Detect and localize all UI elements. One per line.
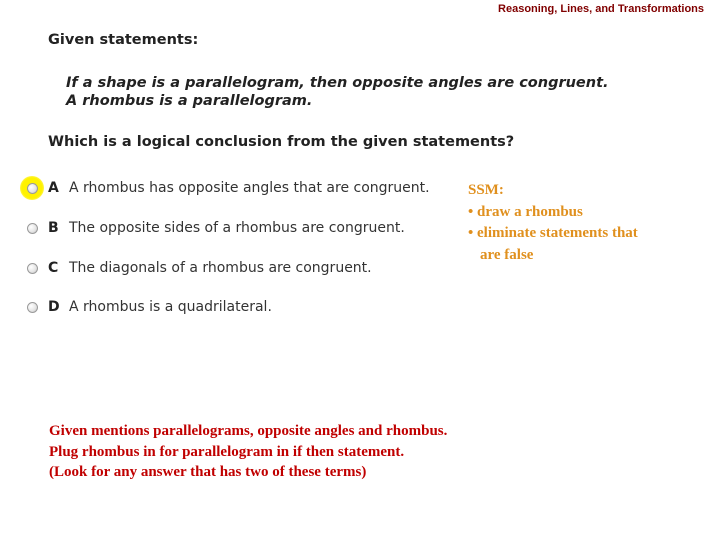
radio-button-icon[interactable] (27, 183, 38, 194)
ssm-strategy-note (468, 180, 638, 266)
option-letter: B (48, 220, 59, 236)
option-text: The opposite sides of a rhombus are congruent. (69, 220, 405, 236)
explanation-line-3: (Look for any answer that has two of these terms) (49, 464, 367, 480)
option-letter: A (48, 180, 59, 196)
question-prompt: Which is a logical conclusion from the given statements? (48, 134, 515, 150)
radio-button-icon[interactable] (27, 223, 38, 234)
ssm-step-2-continued: are false (480, 246, 534, 263)
ssm-step-1: • draw a rhombus (468, 203, 583, 220)
answer-option-d[interactable] (20, 295, 272, 319)
radio-button-icon[interactable] (27, 263, 38, 274)
option-text: The diagonals of a rhombus are congruent. (69, 260, 372, 276)
answer-option-a[interactable] (20, 176, 430, 200)
explanation-note (49, 421, 447, 483)
explanation-line-1: Given mentions parallelograms, opposite angles and rhombus. (49, 423, 448, 439)
given-statements (66, 74, 609, 110)
option-text: A rhombus is a quadrilateral. (69, 299, 272, 315)
answer-option-c[interactable] (20, 256, 372, 280)
answer-option-b[interactable] (20, 216, 405, 240)
radio-wrap[interactable] (20, 216, 44, 240)
radio-button-icon[interactable] (27, 302, 38, 313)
radio-highlight-icon[interactable] (20, 176, 44, 200)
option-text: A rhombus has opposite angles that are congruent. (69, 180, 430, 196)
option-letter: C (48, 260, 59, 276)
slide-header-title: Reasoning, Lines, and Transformations (498, 3, 704, 15)
radio-wrap[interactable] (20, 295, 44, 319)
statement-conditional: If a shape is a parallelogram, then opposite angles are congruent. (66, 75, 609, 91)
ssm-title: SSM: (468, 182, 504, 198)
radio-wrap[interactable] (20, 256, 44, 280)
statement-rhombus: A rhombus is a parallelogram. (66, 93, 313, 109)
ssm-step-2: • eliminate statements that (468, 225, 638, 241)
option-letter: D (48, 299, 60, 315)
explanation-line-2: Plug rhombus in for parallelogram in if then statement. (49, 443, 405, 460)
given-statements-heading: Given statements: (48, 32, 199, 48)
